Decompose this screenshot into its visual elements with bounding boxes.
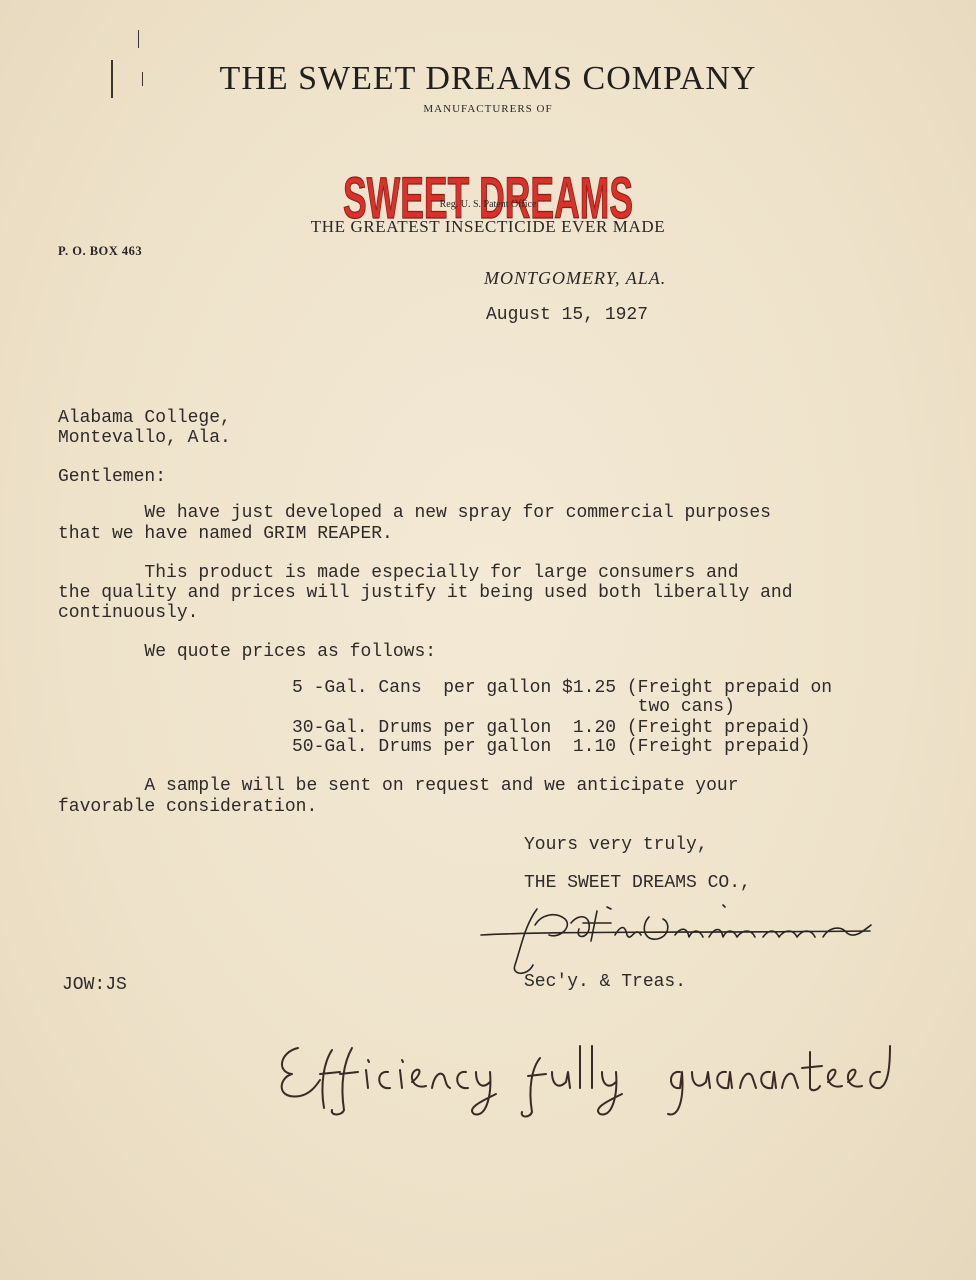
paragraph-line: We have just developed a new spray for commercial purposes <box>58 503 771 523</box>
salutation: Gentlemen: <box>58 467 167 487</box>
city-line: MONTGOMERY, ALA. <box>484 268 667 288</box>
filing-mark <box>138 30 139 48</box>
paragraph-line: continuously. <box>58 603 199 623</box>
reference-initials: JOW:JS <box>62 975 127 995</box>
paragraph-line: favorable consideration. <box>58 797 318 817</box>
complimentary-close: Yours very truly, <box>524 835 708 855</box>
paragraph-line: A sample will be sent on request and we anticipate your <box>58 776 739 796</box>
signer-title: Sec'y. & Treas. <box>524 972 687 992</box>
brand-name-text: SWEET DREAMS <box>343 166 633 226</box>
registration-notice: Reg. U. S. Patent Office <box>439 199 537 210</box>
brand-wordmark <box>338 158 638 226</box>
company-name: THE SWEET DREAMS COMPANY <box>219 60 757 97</box>
letter-date: August 15, 1927 <box>486 305 649 325</box>
paragraph-line: the quality and prices will justify it being used both liberally and <box>58 583 793 603</box>
recipient-line: Montevallo, Ala. <box>58 428 231 448</box>
paragraph-line: This product is made especially for large consumers and <box>58 563 739 583</box>
po-box: P. O. BOX 463 <box>58 244 143 258</box>
price-row: 5 -Gal. Cans per gallon $1.25 (Freight prepaid on <box>292 678 833 698</box>
price-row: 30-Gal. Drums per gallon 1.20 (Freight prepaid) <box>292 718 811 738</box>
manufacturers-of-label: MANUFACTURERS OF <box>423 103 553 115</box>
brand-logo <box>0 122 976 262</box>
price-row: two cans) <box>292 697 735 717</box>
price-row: 50-Gal. Drums per gallon 1.10 (Freight prepaid) <box>292 737 811 757</box>
handwritten-note <box>270 1038 910 1118</box>
signature-company: THE SWEET DREAMS CO., <box>524 873 751 893</box>
tagline: THE GREATEST INSECTICIDE EVER MADE <box>310 217 666 236</box>
paragraph-line: We quote prices as follows: <box>58 642 437 662</box>
paragraph-line: that we have named GRIM REAPER. <box>58 524 393 544</box>
recipient-line: Alabama College, <box>58 408 231 428</box>
